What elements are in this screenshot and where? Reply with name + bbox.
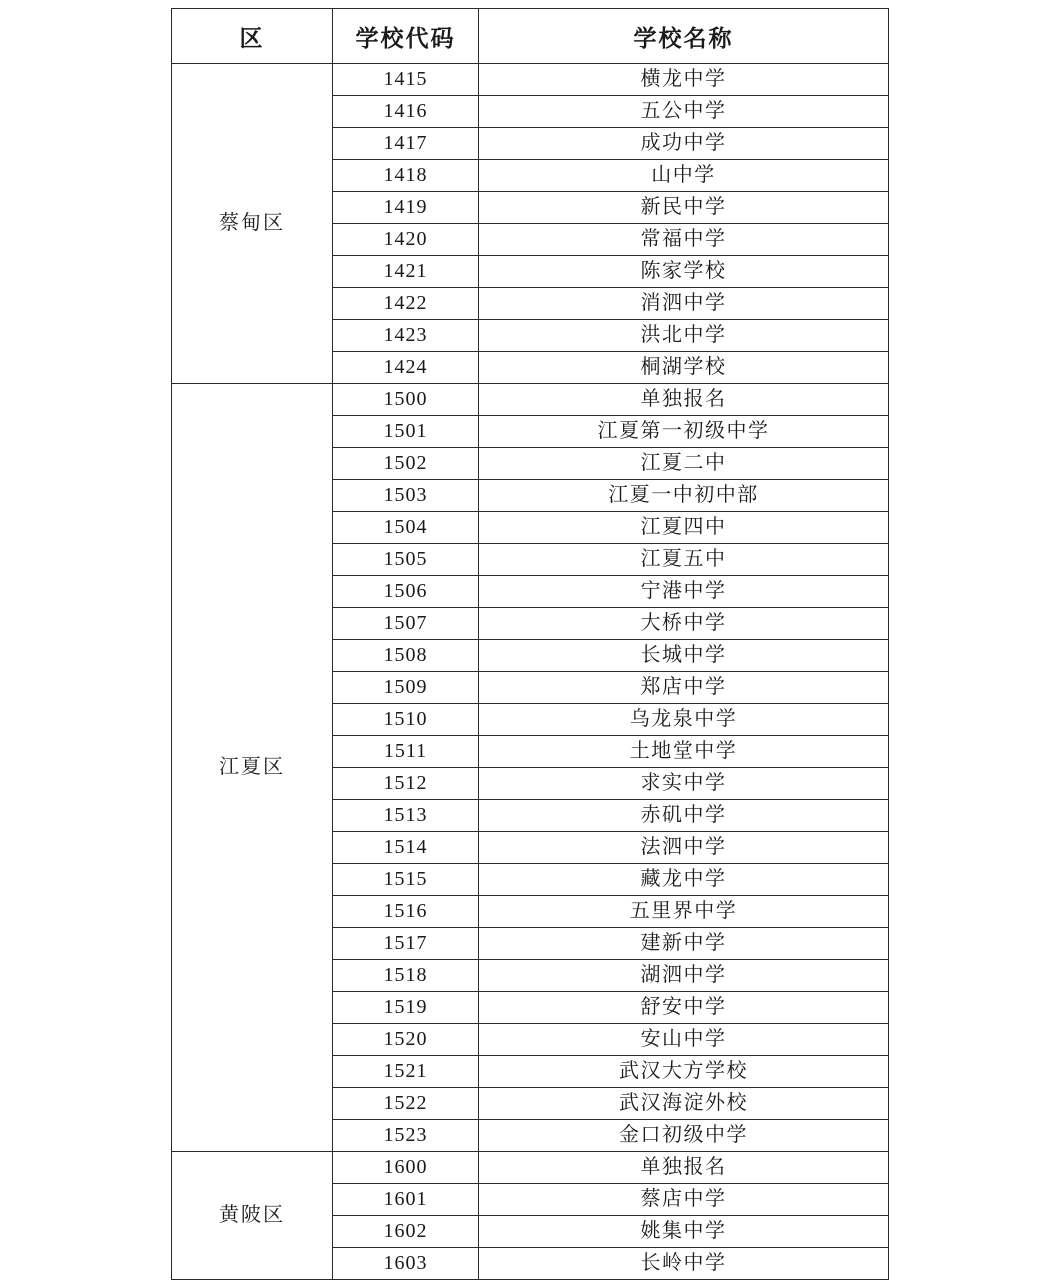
table-row	[172, 64, 889, 96]
school-code-cell: 1600	[333, 1152, 479, 1184]
school-code-cell: 1514	[333, 832, 479, 864]
school-name-cell: 江夏二中	[479, 448, 889, 480]
school-name-cell: 姚集中学	[479, 1216, 889, 1248]
school-name-cell: 土地堂中学	[479, 736, 889, 768]
school-code-cell: 1521	[333, 1056, 479, 1088]
school-code-cell: 1502	[333, 448, 479, 480]
school-name-cell: 武汉海淀外校	[479, 1088, 889, 1120]
school-code-cell: 1603	[333, 1248, 479, 1280]
school-code-cell: 1420	[333, 224, 479, 256]
school-name-cell: 赤矶中学	[479, 800, 889, 832]
school-name-cell: 陈家学校	[479, 256, 889, 288]
school-code-cell: 1513	[333, 800, 479, 832]
school-name-cell: 金口初级中学	[479, 1120, 889, 1152]
school-code-cell: 1523	[333, 1120, 479, 1152]
school-code-table-container	[171, 8, 888, 1280]
school-name-cell: 蔡店中学	[479, 1184, 889, 1216]
school-name-cell: 单独报名	[479, 384, 889, 416]
school-name-cell: 成功中学	[479, 128, 889, 160]
school-code-cell: 1518	[333, 960, 479, 992]
school-code-cell: 1512	[333, 768, 479, 800]
school-name-cell: 横龙中学	[479, 64, 889, 96]
school-name-cell: 江夏第一初级中学	[479, 416, 889, 448]
school-name-cell: 常福中学	[479, 224, 889, 256]
school-name-cell: 五公中学	[479, 96, 889, 128]
school-code-cell: 1508	[333, 640, 479, 672]
school-code-cell: 1421	[333, 256, 479, 288]
school-name-cell: 大桥中学	[479, 608, 889, 640]
school-code-cell: 1602	[333, 1216, 479, 1248]
school-name-cell: 江夏四中	[479, 512, 889, 544]
school-name-cell: 长岭中学	[479, 1248, 889, 1280]
school-code-cell: 1519	[333, 992, 479, 1024]
school-code-cell: 1500	[333, 384, 479, 416]
table-row	[172, 384, 889, 416]
district-name-cell: 蔡甸区	[172, 64, 333, 384]
column-header-code: 学校代码	[333, 9, 479, 64]
school-code-cell: 1505	[333, 544, 479, 576]
school-name-cell: 江夏五中	[479, 544, 889, 576]
school-code-cell: 1416	[333, 96, 479, 128]
school-name-cell: 法泗中学	[479, 832, 889, 864]
school-name-cell: 建新中学	[479, 928, 889, 960]
school-code-cell: 1415	[333, 64, 479, 96]
school-code-cell: 1601	[333, 1184, 479, 1216]
school-name-cell: 江夏一中初中部	[479, 480, 889, 512]
school-name-cell: 消泗中学	[479, 288, 889, 320]
school-name-cell: 新民中学	[479, 192, 889, 224]
school-name-cell: 山中学	[479, 160, 889, 192]
district-name-cell: 江夏区	[172, 384, 333, 1152]
school-name-cell: 藏龙中学	[479, 864, 889, 896]
school-name-cell: 洪北中学	[479, 320, 889, 352]
school-code-cell: 1522	[333, 1088, 479, 1120]
school-code-cell: 1419	[333, 192, 479, 224]
school-code-cell: 1515	[333, 864, 479, 896]
school-code-cell: 1509	[333, 672, 479, 704]
column-header-district: 区	[172, 9, 333, 64]
table-body	[172, 64, 889, 1280]
school-code-cell: 1516	[333, 896, 479, 928]
school-name-cell: 舒安中学	[479, 992, 889, 1024]
school-code-cell: 1501	[333, 416, 479, 448]
school-code-cell: 1417	[333, 128, 479, 160]
column-header-name: 学校名称	[479, 9, 889, 64]
school-name-cell: 桐湖学校	[479, 352, 889, 384]
district-name-cell: 黄陂区	[172, 1152, 333, 1280]
school-name-cell: 安山中学	[479, 1024, 889, 1056]
school-code-cell: 1503	[333, 480, 479, 512]
school-name-cell: 求实中学	[479, 768, 889, 800]
school-code-cell: 1510	[333, 704, 479, 736]
school-code-cell: 1517	[333, 928, 479, 960]
school-code-table	[171, 8, 889, 1280]
table-header	[172, 9, 889, 64]
school-code-cell: 1520	[333, 1024, 479, 1056]
table-row	[172, 1152, 889, 1184]
school-name-cell: 单独报名	[479, 1152, 889, 1184]
school-code-cell: 1418	[333, 160, 479, 192]
school-code-cell: 1507	[333, 608, 479, 640]
school-name-cell: 湖泗中学	[479, 960, 889, 992]
school-code-cell: 1423	[333, 320, 479, 352]
school-name-cell: 郑店中学	[479, 672, 889, 704]
school-code-cell: 1424	[333, 352, 479, 384]
school-code-cell: 1422	[333, 288, 479, 320]
school-code-cell: 1504	[333, 512, 479, 544]
school-code-cell: 1506	[333, 576, 479, 608]
school-name-cell: 乌龙泉中学	[479, 704, 889, 736]
school-code-cell: 1511	[333, 736, 479, 768]
header-row	[172, 9, 889, 64]
school-name-cell: 长城中学	[479, 640, 889, 672]
school-name-cell: 宁港中学	[479, 576, 889, 608]
school-name-cell: 五里界中学	[479, 896, 889, 928]
school-name-cell: 武汉大方学校	[479, 1056, 889, 1088]
